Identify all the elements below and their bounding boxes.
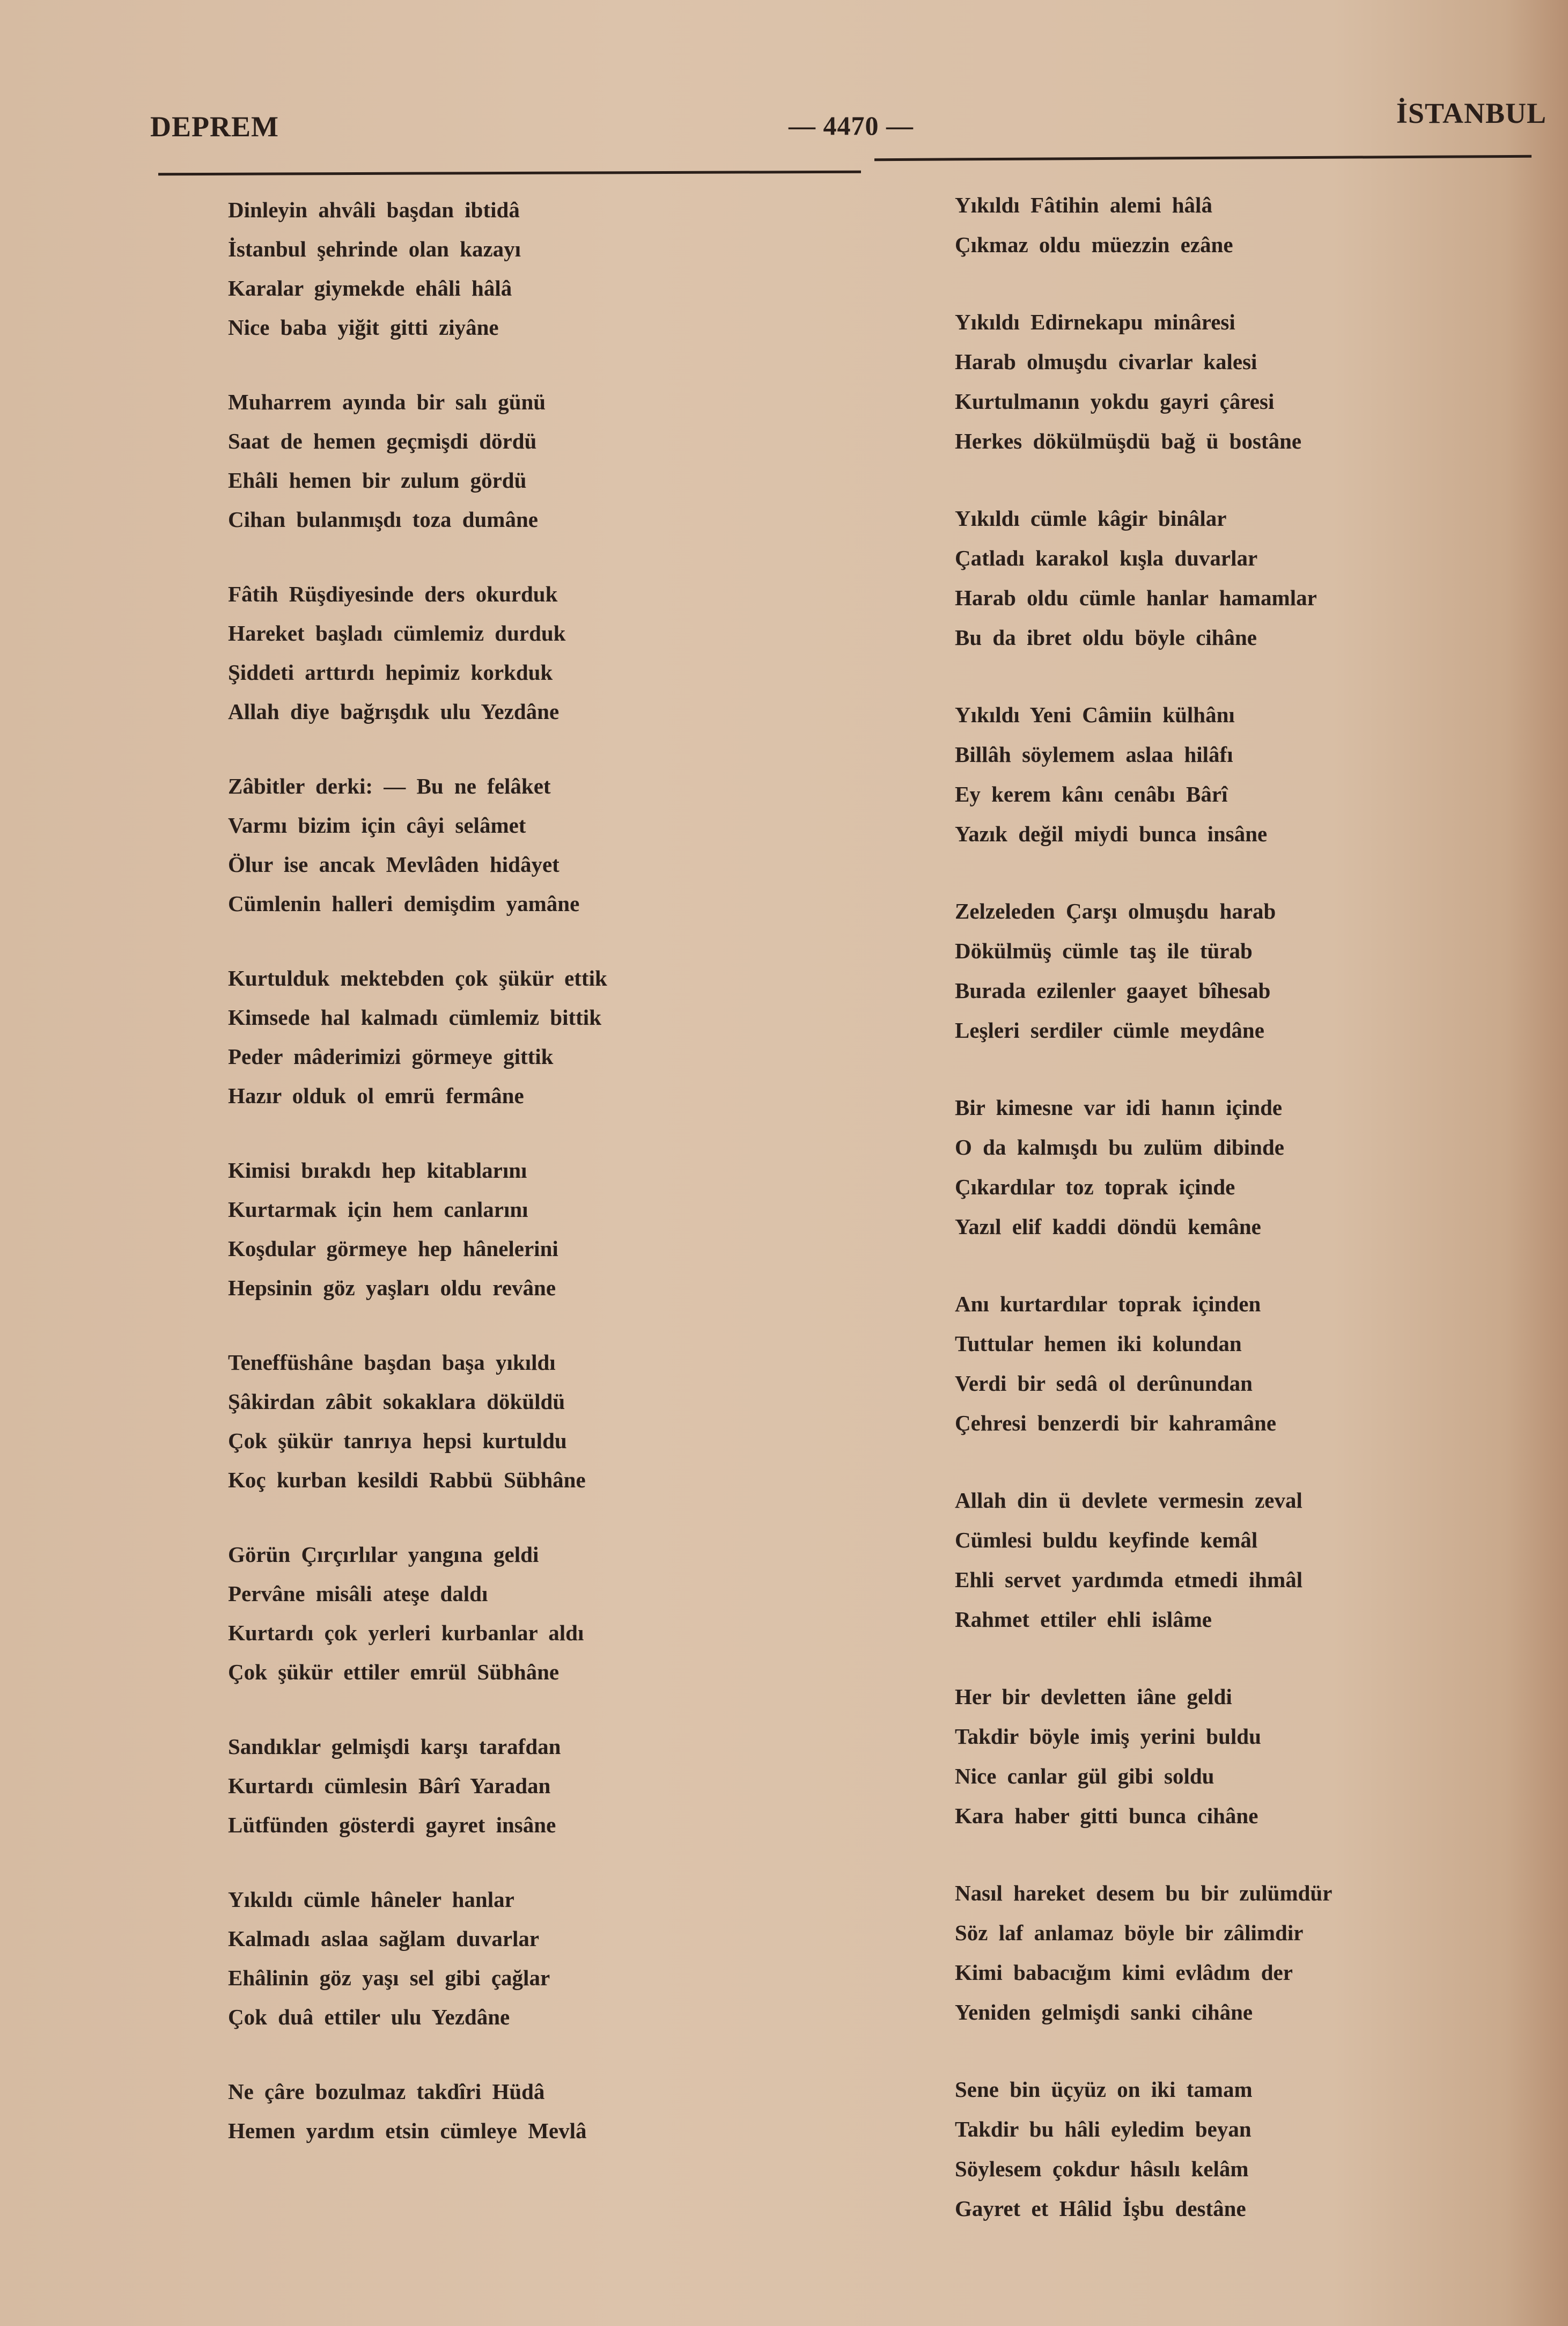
verse-line: Çok şükür ettiler emrül Sübhâne [228,1660,560,1684]
verse-line: Ehli servet yardımda etmedi ihmâl [955,1567,1303,1592]
verse-line: Nice canlar gül gibi soldu [955,1764,1214,1788]
verse-line: Lütfünden gösterdi gayret insâne [228,1813,556,1837]
verse-line: İstanbul şehrinde olan kazayı [228,237,521,261]
verse-line: Sandıklar gelmişdi karşı tarafdan [228,1734,561,1759]
verse-line: Kurtardı çok yerleri kurbanlar aldı [228,1620,584,1645]
stanza [955,695,1332,854]
verse-line: Şâkirdan zâbit sokaklara döküldü [228,1389,565,1414]
verse-line: Herkes dökülmüşdü bağ ü bostâne [955,429,1302,453]
verse-line: Kurtardı cümlesin Bârî Yaradan [228,1773,551,1798]
verse-line: Ehâlinin göz yaşı sel gibi çağlar [228,1965,550,1990]
stanza [955,2070,1332,2228]
header-rule-left [158,171,861,176]
header-rule-right [874,155,1532,161]
verse-line: Hareket başladı cümlemiz durduk [228,621,566,645]
verse-line: Yıkıldı Edirnekapu minâresi [955,310,1235,334]
stanza [228,1343,607,1500]
verse-line: Kurtulduk mektebden çok şükür ettik [228,966,607,990]
verse-line: Allah din ü devlete vermesin zeval [955,1488,1302,1513]
verse-line: Takdir böyle imiş yerini buldu [955,1724,1261,1749]
verse-line: Allah diye bağrışdık ulu Yezdâne [228,699,560,724]
stanza [955,1284,1332,1443]
verse-line: Ehâli hemen bir zulum gördü [228,468,527,493]
stanza [228,2072,607,2151]
verse-line: Söz laf anlamaz böyle bir zâlimdir [955,1920,1304,1945]
verse-line: Cihan bulanmışdı toza dumâne [228,507,538,532]
verse-line: Saat de hemen geçmişdi dördü [228,429,537,453]
page-number: — 4470 — [789,111,914,141]
verse-line: Görün Çırçırlılar yangına geldi [228,1542,539,1567]
verse-line: Kara haber gitti bunca cihâne [955,1803,1258,1828]
verse-line: Yıkıldı cümle hâneler hanlar [228,1887,514,1912]
verse-line: Leşleri serdiler cümle meydâne [955,1018,1264,1043]
verse-line: Varmı bizim için câyi selâmet [228,813,526,838]
stanza [955,891,1332,1050]
verse-line: Rahmet ettiler ehli islâme [955,1607,1212,1632]
verse-line: Şiddeti arttırdı hepimiz korkduk [228,660,553,685]
verse-line: Çok duâ ettiler ulu Yezdâne [228,2005,510,2029]
stanza [955,1677,1332,1836]
verse-line: Nasıl hareket desem bu bir zulümdür [955,1881,1333,1905]
stanza [955,1088,1332,1246]
stanza [955,1480,1332,1639]
verse-line: Koşdular görmeye hep hânelerini [228,1236,558,1261]
stanza [955,185,1332,265]
poem-column-left [228,190,607,2186]
verse-line: Kalmadı aslaa sağlam duvarlar [228,1926,540,1951]
verse-line: Dökülmüş cümle taş ile türab [955,938,1253,963]
verse-line: Bir kimesne var idi hanın içinde [955,1095,1283,1120]
verse-line: Verdi bir sedâ ol derûnundan [955,1371,1253,1396]
verse-line: Çok şükür tanrıya hepsi kurtuldu [228,1428,567,1453]
verse-line: Burada ezilenler gaayet bîhesab [955,978,1271,1003]
verse-line: Yazık değil miydi bunca insâne [955,821,1268,846]
verse-line: Kurtulmanın yokdu gayri çâresi [955,389,1275,414]
verse-line: Harab olmuşdu civarlar kalesi [955,349,1257,374]
stanza [228,767,607,923]
verse-line: Dinleyin ahvâli başdan ibtidâ [228,197,520,222]
verse-line: Ey kerem kânı cenâbı Bârî [955,782,1228,806]
verse-line: Muharrem ayında bir salı günü [228,390,546,414]
stanza [955,498,1332,657]
verse-line: Bu da ibret oldu böyle cihâne [955,625,1257,650]
verse-line: Hazır olduk ol emrü fermâne [228,1083,524,1108]
verse-line: Çıkmaz oldu müezzin ezâne [955,232,1233,257]
verse-line: Teneffüshâne başdan başa yıkıldı [228,1350,556,1375]
verse-line: Cümlenin halleri demişdim yamâne [228,891,580,916]
verse-line: Ne çâre bozulmaz takdîri Hüdâ [228,2079,545,2104]
stanza [228,1151,607,1308]
verse-line: Cümlesi buldu keyfinde kemâl [955,1528,1258,1552]
verse-line: Her bir devletten iâne geldi [955,1684,1232,1709]
verse-line: Yıkıldı Yeni Câmiin külhânı [955,702,1235,727]
stanza [228,959,607,1116]
verse-line: Ölur ise ancak Mevlâden hidâyet [228,852,560,877]
verse-line: Yazıl elif kaddi döndü kemâne [955,1214,1261,1239]
verse-line: Kimsede hal kalmadı cümlemiz bittik [228,1005,601,1030]
verse-line: Yıkıldı cümle kâgir binâlar [955,506,1227,531]
stanza [228,1727,607,1845]
stanza [228,383,607,539]
verse-line: Harab oldu cümle hanlar hamamlar [955,585,1317,610]
running-header-title: DEPREM [150,111,279,143]
verse-line: Kurtarmak için hem canlarını [228,1197,528,1222]
stanza [228,1880,607,2037]
verse-line: Billâh söylemem aslaa hilâfı [955,742,1233,767]
verse-line: Anı kurtardılar toprak içinden [955,1292,1261,1316]
verse-line: Gayret et Hâlid İşbu destâne [955,2196,1246,2221]
verse-line: Peder mâderimizi görmeye gittik [228,1044,554,1069]
stanza [228,1535,607,1692]
verse-line: Takdir bu hâli eyledim beyan [955,2117,1252,2141]
stanza [228,575,607,731]
verse-line: Pervâne misâli ateşe daldı [228,1581,488,1606]
stanza [228,190,607,347]
verse-line: Koç kurban kesildi Rabbü Sübhâne [228,1467,586,1492]
verse-line: Çıkardılar toz toprak içinde [955,1175,1235,1199]
running-header-section: İSTANBUL [1396,97,1547,129]
stanza [955,302,1332,461]
stanza [955,1873,1332,2032]
verse-line: Yeniden gelmişdi sanki cihâne [955,2000,1253,2024]
verse-line: Zelzeleden Çarşı olmuşdu harab [955,899,1276,923]
verse-line: Nice baba yiğit gitti ziyâne [228,315,499,340]
verse-line: Sene bin üçyüz on iki tamam [955,2077,1253,2102]
verse-line: O da kalmışdı bu zulüm dibinde [955,1135,1284,1160]
verse-line: Hemen yardım etsin cümleye Mevlâ [228,2118,587,2143]
verse-line: Yıkıldı Fâtihin alemi hâlâ [955,193,1212,217]
verse-line: Söylesem çokdur hâsılı kelâm [955,2156,1249,2181]
verse-line: Karalar giymekde ehâli hâlâ [228,276,512,300]
verse-line: Tuttular hemen iki kolundan [955,1331,1242,1356]
verse-line: Zâbitler derki: — Bu ne felâket [228,774,551,798]
verse-line: Çatladı karakol kışla duvarlar [955,546,1258,570]
verse-line: Hepsinin göz yaşları oldu revâne [228,1275,556,1300]
poem-column-right [955,185,1332,2266]
verse-line: Kimi babacığım kimi evlâdım der [955,1960,1293,1985]
verse-line: Fâtih Rüşdiyesinde ders okurduk [228,582,558,606]
verse-line: Kimisi bırakdı hep kitablarını [228,1158,527,1183]
verse-line: Çehresi benzerdi bir kahramâne [955,1411,1277,1435]
